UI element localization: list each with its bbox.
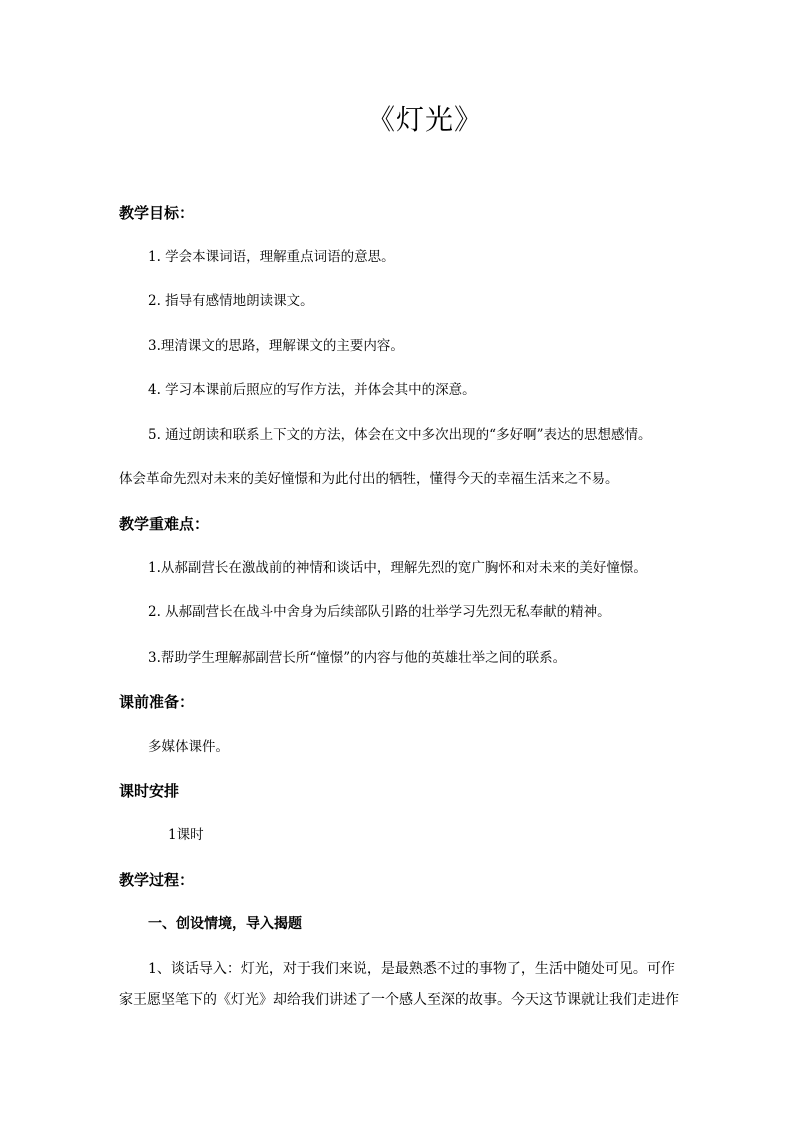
goal-item-1: 1. 学会本课词语，理解重点词语的意思。 [148, 249, 395, 265]
process-paragraph-line-1: 1、谈话导入：灯光，对于我们来说，是最熟悉不过的事物了，生活中随处可见。可作 [148, 961, 675, 977]
preparation-heading: 课前准备： [119, 693, 195, 711]
process-paragraph-line-2: 家王愿坚笔下的《灯光》却给我们讲述了一个感人至深的故事。今天这节课就让我们走进作 [119, 992, 679, 1008]
goal-item-5: 5. 通过朗读和联系上下文的方法，体会在文中多次出现的“多好啊”表达的思想感情。 [148, 427, 652, 443]
goal-continuation: 体会革命先烈对未来的美好憧憬和为此付出的牺牲，懂得今天的幸福生活来之不易。 [119, 471, 619, 487]
document-title: 《灯光》 [366, 103, 483, 136]
goal-item-2: 2. 指导有感情地朗读课文。 [148, 293, 314, 309]
goal-item-3: 3.理清课文的思路，理解课文的主要内容。 [148, 338, 404, 354]
schedule-text: 1课时 [168, 827, 204, 843]
key-point-3: 3.帮助学生理解郝副营长所“憧憬”的内容与他的英雄壮举之间的联系。 [148, 650, 567, 666]
key-point-2: 2. 从郝副营长在战斗中舍身为后续部队引路的壮举学习先烈无私奉献的精神。 [148, 604, 611, 620]
preparation-text: 多媒体课件。 [148, 739, 229, 755]
goals-heading: 教学目标： [119, 204, 195, 222]
key-points-heading: 教学重难点： [119, 515, 210, 533]
schedule-heading: 课时安排 [119, 782, 180, 800]
key-point-1: 1.从郝副营长在激战前的神情和谈话中，理解先烈的宽广胸怀和对未来的美好憧憬。 [148, 560, 647, 576]
process-step-title: 一、创设情境，导入揭题 [148, 916, 302, 932]
process-heading: 教学过程： [119, 871, 195, 889]
goal-item-4: 4. 学习本课前后照应的写作方法，并体会其中的深意。 [148, 382, 476, 398]
